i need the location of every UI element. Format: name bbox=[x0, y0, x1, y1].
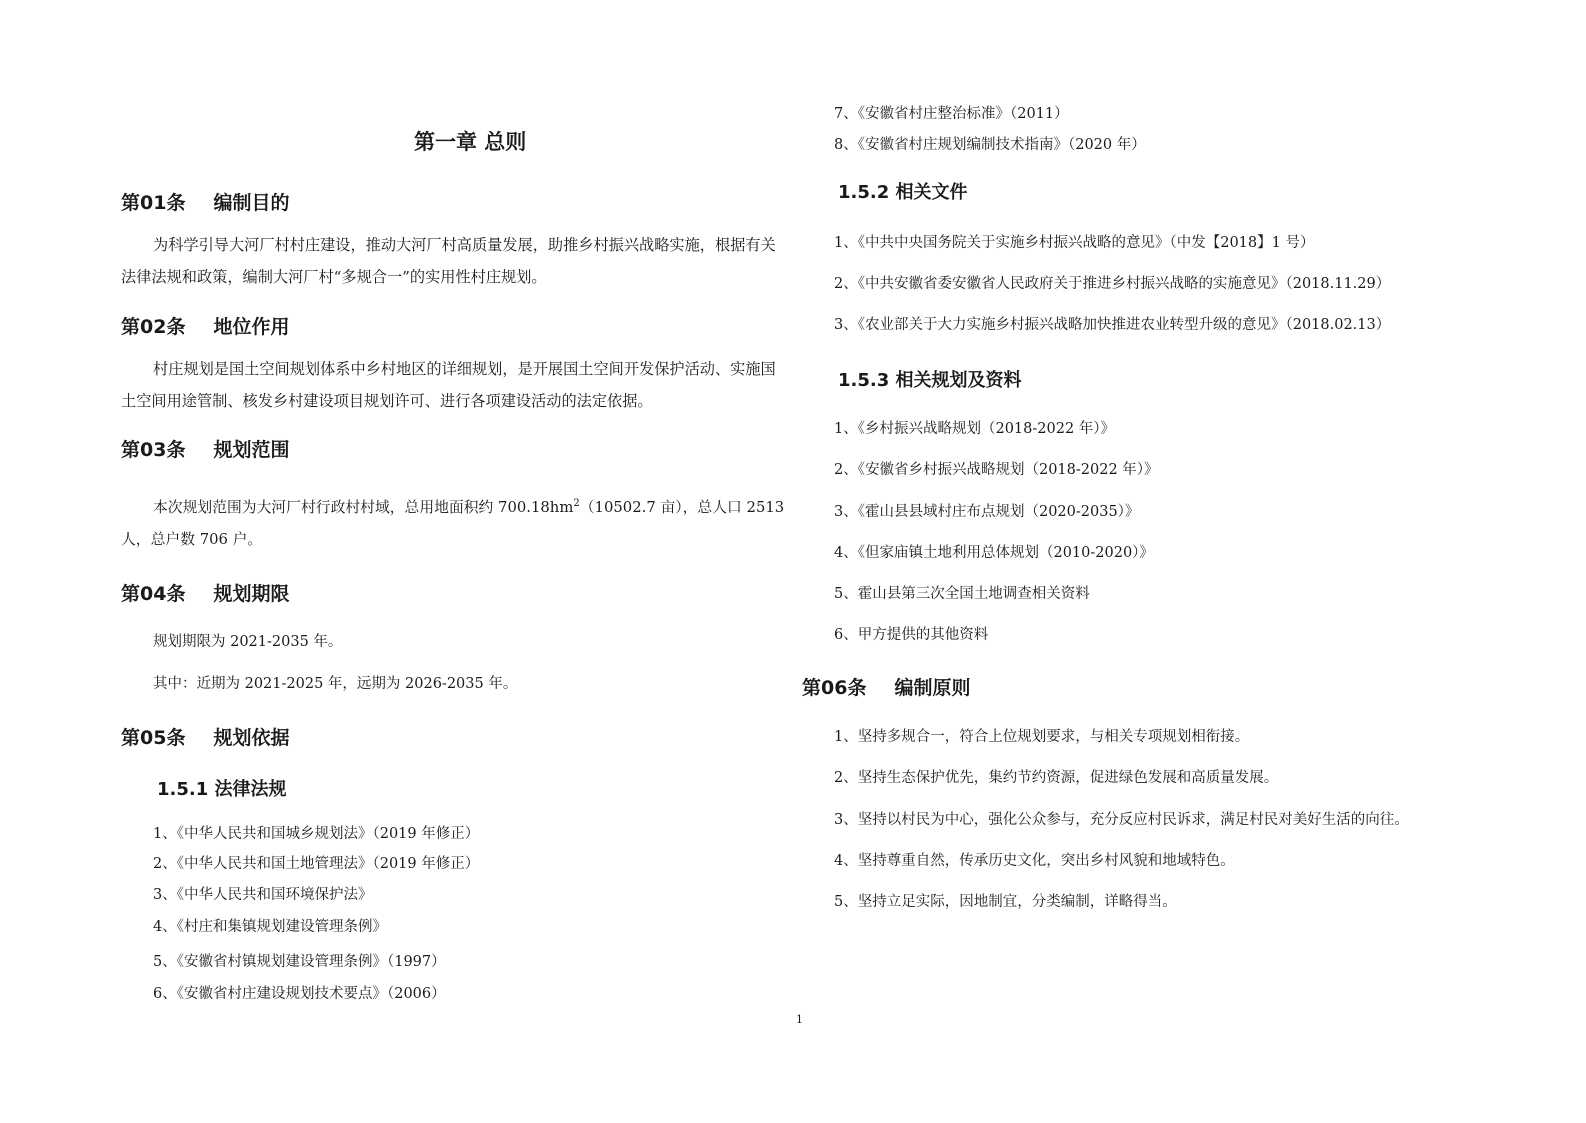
list-item: 1、坚持多规合一，符合上位规划要求，与相关专项规划相衔接。 bbox=[834, 729, 1250, 745]
article-number: 第01条 bbox=[121, 192, 186, 214]
list-item: 1、《中华人民共和国城乡规划法》（2019 年修正） bbox=[153, 826, 480, 842]
chapter-title: 第一章 总则 bbox=[414, 130, 527, 154]
article-01-heading bbox=[121, 188, 289, 215]
article-05-heading bbox=[121, 723, 289, 750]
article-title: 规划期限 bbox=[213, 583, 290, 605]
article-02-heading bbox=[121, 312, 289, 339]
subsection-1-5-1: 1.5.1 法律法规 bbox=[157, 779, 287, 800]
article-title: 规划依据 bbox=[213, 727, 290, 749]
article-number: 第03条 bbox=[121, 439, 186, 461]
list-item: 7、《安徽省村庄整治标准》（2011） bbox=[834, 106, 1069, 122]
article-06-heading bbox=[802, 673, 970, 700]
list-item: 2、《安徽省乡村振兴战略规划（2018-2022 年）》 bbox=[834, 462, 1159, 478]
article-title: 编制目的 bbox=[213, 192, 290, 214]
article-title: 规划范围 bbox=[213, 439, 290, 461]
article-03-text-line1: 本次规划范围为大河厂村行政村村域，总用地面积约 $700.18hm^2(10502.7$ 亩），总人口 2513 bbox=[153, 498, 785, 516]
page-number: 1 bbox=[796, 1013, 803, 1026]
list-item: 6、《安徽省村庄建设规划技术要点》（2006） bbox=[153, 986, 446, 1002]
article-01-text: 为科学引导大河厂村村庄建设，推动大河厂村高质量发展，助推乡村振兴战略实施，根据有关法律法规和政策，编制大河厂村“多规合一”的实用性村庄规划。 bbox=[121, 236, 776, 286]
list-item: 3、《中华人民共和国环境保护法》 bbox=[153, 887, 373, 903]
list-item: 4、坚持尊重自然，传承历史文化，突出乡村风貌和地域特色。 bbox=[834, 853, 1235, 869]
subsection-1-5-3: 1.5.3 相关规划及资料 bbox=[838, 370, 1022, 391]
list-item: 5、坚持立足实际，因地制宜，分类编制，详略得当。 bbox=[834, 894, 1177, 910]
article-04-line1: 规划期限为 2021-2035 年。 bbox=[153, 634, 343, 650]
list-item: 2、《中共安徽省委安徽省人民政府关于推进乡村振兴战略的实施意见》（2018.11.29） bbox=[834, 276, 1391, 292]
list-item: 5、《安徽省村镇规划建设管理条例》（1997） bbox=[153, 954, 446, 970]
article-number: 第04条 bbox=[121, 583, 186, 605]
article-02-text: 村庄规划是国土空间规划体系中乡村地区的详细规划，是开展国土空间开发保护活动、实施国土空间用途管制、核发乡村建设项目规划许可、进行各项建设活动的法定依据。 bbox=[121, 360, 776, 410]
article-03-text-line2: 人，总户数 706 户。 bbox=[121, 531, 263, 548]
article-04-line2: 其中：近期为 2021-2025 年，远期为 2026-2035 年。 bbox=[153, 676, 518, 692]
list-item: 1、《乡村振兴战略规划（2018-2022 年）》 bbox=[834, 421, 1116, 437]
list-item: 4、《但家庙镇土地利用总体规划（2010-2020）》 bbox=[834, 545, 1154, 561]
list-item: 4、《村庄和集镇规划建设管理条例》 bbox=[153, 919, 387, 935]
list-item: 3、《霍山县县域村庄布点规划（2020-2035）》 bbox=[834, 504, 1140, 520]
list-item: 5、霍山县第三次全国土地调查相关资料 bbox=[834, 586, 1090, 602]
article-number: 第06条 bbox=[802, 677, 867, 699]
article-number: 第05条 bbox=[121, 727, 186, 749]
article-title: 编制原则 bbox=[894, 677, 971, 699]
article-title: 地位作用 bbox=[213, 316, 290, 338]
list-item: 1、《中共中央国务院关于实施乡村振兴战略的意见》（中发【2018】1 号） bbox=[834, 235, 1315, 251]
list-item: 3、《农业部关于大力实施乡村振兴战略加快推进农业转型升级的意见》（2018.02.13） bbox=[834, 317, 1391, 333]
subsection-1-5-2: 1.5.2 相关文件 bbox=[838, 182, 968, 203]
list-item: 2、坚持生态保护优先，集约节约资源，促进绿色发展和高质量发展。 bbox=[834, 770, 1279, 786]
article-03-heading bbox=[121, 435, 289, 462]
list-item: 8、《安徽省村庄规划编制技术指南》（2020 年） bbox=[834, 137, 1146, 153]
article-04-heading bbox=[121, 579, 289, 606]
list-item: 6、甲方提供的其他资料 bbox=[834, 627, 989, 643]
list-item: 2、《中华人民共和国土地管理法》（2019 年修正） bbox=[153, 856, 480, 872]
list-item: 3、坚持以村民为中心，强化公众参与，充分反应村民诉求，满足村民对美好生活的向往。 bbox=[834, 812, 1409, 828]
article-number: 第02条 bbox=[121, 316, 186, 338]
